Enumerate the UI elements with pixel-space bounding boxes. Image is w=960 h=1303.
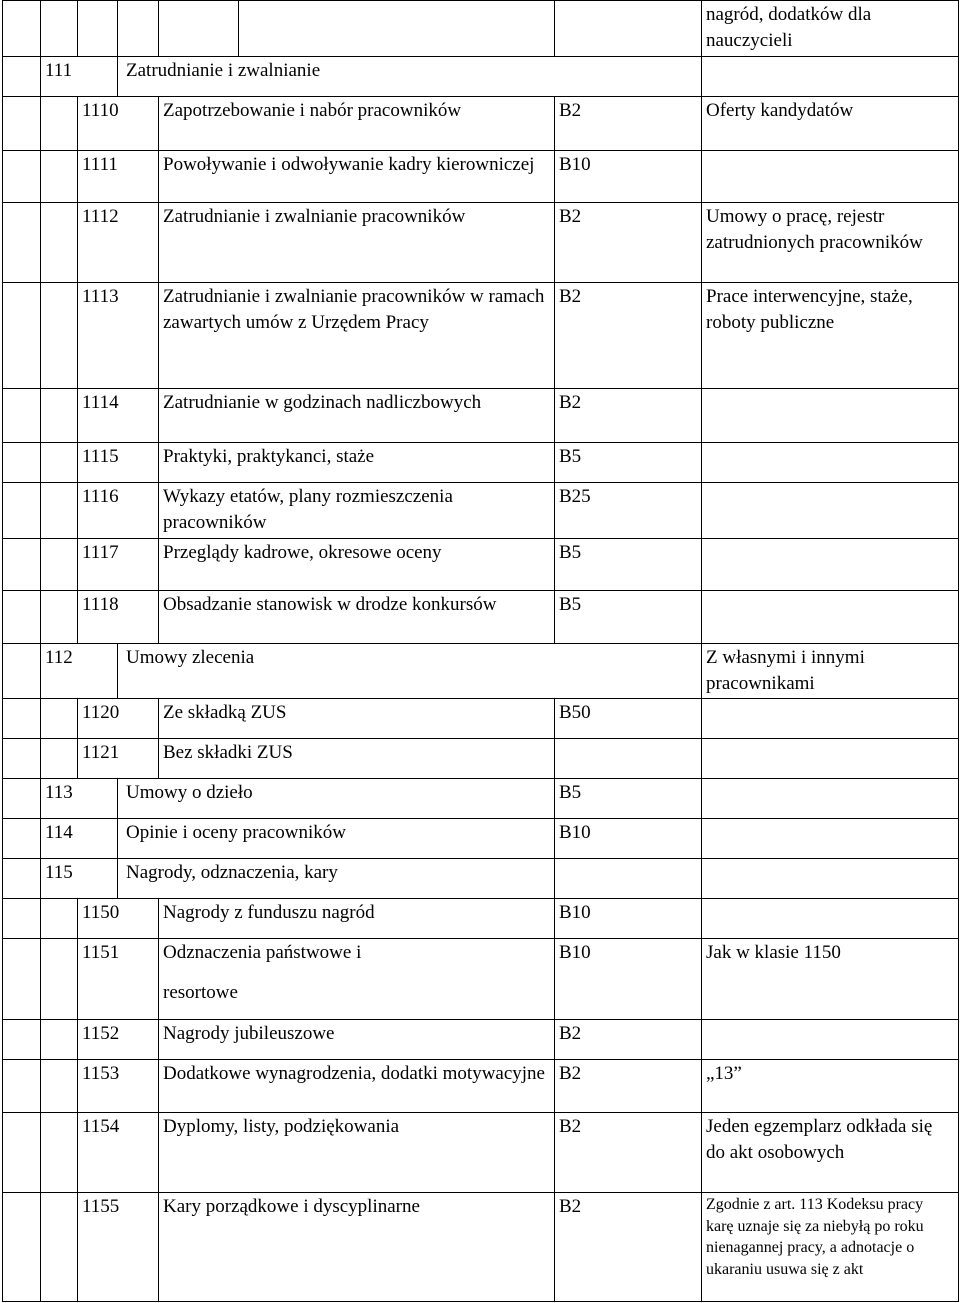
- empty-cell: [41, 1193, 78, 1302]
- notes-cell: [702, 442, 959, 482]
- title-cell: Umowy zlecenia: [118, 644, 702, 698]
- empty-cell: [41, 442, 78, 482]
- symbol-cell: 1111: [78, 150, 159, 202]
- table-row: [3, 150, 959, 202]
- table-row: [3, 482, 959, 538]
- empty-cell: [41, 1, 78, 57]
- empty-cell: [41, 591, 78, 644]
- title-line: Odznaczenia państwowe i: [163, 942, 362, 964]
- category-cell: B25: [555, 482, 702, 538]
- symbol-cell: 1120: [78, 698, 159, 738]
- title-cell: Wykazy etatów, plany rozmieszczenia pracowników: [159, 482, 555, 538]
- table-row: [3, 538, 959, 590]
- empty-cell: [41, 698, 78, 738]
- table-row: [3, 591, 959, 644]
- symbol-cell: 114: [41, 819, 118, 859]
- symbol-cell: 1153: [78, 1059, 159, 1112]
- symbol-cell: 1152: [78, 1019, 159, 1059]
- category-cell: B10: [555, 899, 702, 939]
- category-cell: B5: [555, 442, 702, 482]
- symbol-cell: 1113: [78, 283, 159, 389]
- symbol-cell: 1117: [78, 538, 159, 590]
- empty-cell: [3, 644, 41, 698]
- notes-cell: „13”: [702, 1059, 959, 1112]
- notes-cell: [702, 482, 959, 538]
- notes-cell: [702, 57, 959, 97]
- symbol-cell: 1116: [78, 482, 159, 538]
- category-cell: B2: [555, 1113, 702, 1193]
- symbol-cell: 1150: [78, 899, 159, 939]
- title-cell: Zatrudnianie i zwalnianie pracowników w ramach zawartych umów z Urzędem Pracy: [159, 283, 555, 389]
- empty-cell: [3, 283, 41, 389]
- table-row: [3, 778, 959, 818]
- category-cell: B5: [555, 778, 702, 818]
- symbol-cell: 1155: [78, 1193, 159, 1302]
- table-row: [3, 644, 959, 698]
- empty-cell: [3, 1, 41, 57]
- category-cell: B5: [555, 538, 702, 590]
- title-cell: Zapotrzebowanie i nabór pracowników: [159, 97, 555, 150]
- category-cell: [555, 738, 702, 778]
- title-cell: Obsadzanie stanowisk w drodze konkursów: [159, 591, 555, 644]
- empty-cell: [3, 1059, 41, 1112]
- symbol-cell: 1112: [78, 202, 159, 282]
- empty-cell: [3, 899, 41, 939]
- empty-cell: [3, 819, 41, 859]
- category-cell: B2: [555, 1059, 702, 1112]
- empty-cell: [3, 591, 41, 644]
- empty-cell: [41, 738, 78, 778]
- empty-cell: [3, 698, 41, 738]
- title-line: resortowe: [163, 982, 238, 1004]
- title-cell: Powoływanie i odwoływanie kadry kierowniczej: [159, 150, 555, 202]
- title-cell: Zatrudnianie i zwalnianie: [118, 57, 702, 97]
- empty-cell: [41, 1019, 78, 1059]
- empty-cell: [118, 1, 159, 57]
- empty-cell: [3, 1113, 41, 1193]
- empty-cell: [41, 1059, 78, 1112]
- category-cell: [555, 859, 702, 899]
- title-cell: Kary porządkowe i dyscyplinarne: [159, 1193, 555, 1302]
- empty-cell: [3, 442, 41, 482]
- notes-cell: [702, 1019, 959, 1059]
- empty-cell: [3, 482, 41, 538]
- category-cell: B10: [555, 150, 702, 202]
- notes-cell: [702, 389, 959, 442]
- category-cell: B5: [555, 591, 702, 644]
- notes-cell: [702, 859, 959, 899]
- empty-cell: [3, 859, 41, 899]
- symbol-cell: 112: [41, 644, 118, 698]
- records-classification-table: [2, 0, 959, 1302]
- category-cell: B2: [555, 97, 702, 150]
- empty-cell: [3, 389, 41, 442]
- title-cell: Przeglądy kadrowe, okresowe oceny: [159, 538, 555, 590]
- category-cell: B2: [555, 1019, 702, 1059]
- empty-cell: [41, 899, 78, 939]
- notes-cell: Zgodnie z art. 113 Kodeksu pracy karę uznaje się za niebyłą po roku nienagannej pracy, a adnotacje o ukaraniu usuwa się z akt: [702, 1193, 959, 1302]
- table-row: [3, 1113, 959, 1193]
- empty-cell: [3, 97, 41, 150]
- empty-cell: [41, 150, 78, 202]
- empty-cell: [3, 202, 41, 282]
- notes-cell: [702, 819, 959, 859]
- table-row: [3, 202, 959, 282]
- empty-cell: [555, 1, 702, 57]
- empty-cell: [41, 482, 78, 538]
- notes-cell: Jak w klasie 1150: [702, 939, 959, 1019]
- notes-cell: Z własnymi i innymi pracownikami: [702, 644, 959, 698]
- notes-cell: Umowy o pracę, rejestr zatrudnionych pracowników: [702, 202, 959, 282]
- title-cell: Dodatkowe wynagrodzenia, dodatki motywacyjne: [159, 1059, 555, 1112]
- title-cell: Zatrudnianie w godzinach nadliczbowych: [159, 389, 555, 442]
- table-row: [3, 57, 959, 97]
- title-cell: Ze składką ZUS: [159, 698, 555, 738]
- notes-cell: [702, 698, 959, 738]
- table-row: [3, 1, 959, 57]
- title-cell: Nagrody z funduszu nagród: [159, 899, 555, 939]
- table-row: [3, 442, 959, 482]
- empty-cell: [41, 283, 78, 389]
- empty-cell: [41, 202, 78, 282]
- symbol-cell: 113: [41, 778, 118, 818]
- title-cell: Nagrody jubileuszowe: [159, 1019, 555, 1059]
- title-cell: Praktyki, praktykanci, staże: [159, 442, 555, 482]
- title-cell: Bez składki ZUS: [159, 738, 555, 778]
- title-cell: Nagrody, odznaczenia, kary: [118, 859, 555, 899]
- notes-cell: [702, 738, 959, 778]
- empty-cell: [159, 1, 239, 57]
- symbol-cell: 1121: [78, 738, 159, 778]
- notes-cell: nagród, dodatków dla nauczycieli: [702, 1, 959, 57]
- category-cell: B2: [555, 389, 702, 442]
- notes-cell: [702, 150, 959, 202]
- symbol-cell: 111: [41, 57, 118, 97]
- category-cell: B10: [555, 819, 702, 859]
- symbol-cell: 1154: [78, 1113, 159, 1193]
- symbol-cell: 1114: [78, 389, 159, 442]
- empty-cell: [3, 538, 41, 590]
- category-cell: B2: [555, 283, 702, 389]
- symbol-cell: 115: [41, 859, 118, 899]
- symbol-cell: 1115: [78, 442, 159, 482]
- empty-cell: [3, 1019, 41, 1059]
- table-row: [3, 1193, 959, 1302]
- category-cell: B50: [555, 698, 702, 738]
- empty-cell: [3, 738, 41, 778]
- symbol-cell: 1110: [78, 97, 159, 150]
- empty-cell: [41, 538, 78, 590]
- title-cell: [159, 939, 555, 1019]
- table-row: [3, 389, 959, 442]
- table-row: [3, 283, 959, 389]
- table-row: [3, 859, 959, 899]
- empty-cell: [3, 150, 41, 202]
- table-row: [3, 1019, 959, 1059]
- title-cell: Umowy o dzieło: [118, 778, 555, 818]
- notes-cell: [702, 778, 959, 818]
- table-row: [3, 97, 959, 150]
- category-cell: B2: [555, 1193, 702, 1302]
- title-cell: Opinie i oceny pracowników: [118, 819, 555, 859]
- symbol-cell: 1151: [78, 939, 159, 1019]
- notes-cell: [702, 591, 959, 644]
- empty-cell: [3, 1193, 41, 1302]
- table-row: [3, 738, 959, 778]
- notes-cell: [702, 899, 959, 939]
- empty-cell: [3, 57, 41, 97]
- table-row: [3, 939, 959, 1019]
- symbol-cell: 1118: [78, 591, 159, 644]
- empty-cell: [3, 778, 41, 818]
- empty-cell: [41, 939, 78, 1019]
- notes-cell: Oferty kandydatów: [702, 97, 959, 150]
- empty-cell: [78, 1, 118, 57]
- table-row: [3, 819, 959, 859]
- table-row: [3, 899, 959, 939]
- category-cell: B2: [555, 202, 702, 282]
- notes-cell: Prace interwencyjne, staże, roboty publiczne: [702, 283, 959, 389]
- table-row: [3, 698, 959, 738]
- title-cell: Zatrudnianie i zwalnianie pracowników: [159, 202, 555, 282]
- empty-cell: [41, 97, 78, 150]
- empty-cell: [3, 939, 41, 1019]
- notes-cell: Jeden egzemplarz odkłada się do akt osobowych: [702, 1113, 959, 1193]
- notes-cell: [702, 538, 959, 590]
- category-cell: B10: [555, 939, 702, 1019]
- table-row: [3, 1059, 959, 1112]
- empty-cell: [41, 389, 78, 442]
- empty-cell: [239, 1, 555, 57]
- title-cell: Dyplomy, listy, podziękowania: [159, 1113, 555, 1193]
- empty-cell: [41, 1113, 78, 1193]
